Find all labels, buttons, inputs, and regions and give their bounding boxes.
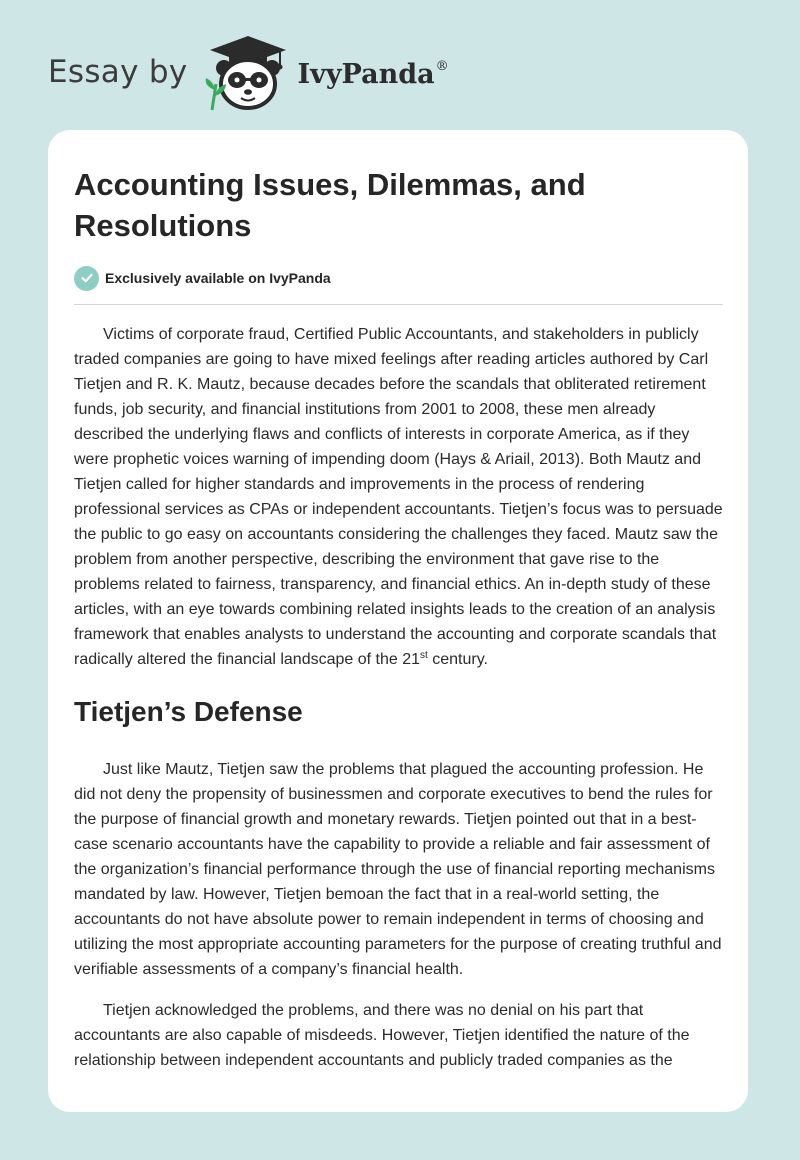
check-icon xyxy=(74,266,99,291)
panda-mascot-icon xyxy=(202,32,294,112)
essay-title: Accounting Issues, Dilemmas, and Resolutions xyxy=(74,167,586,243)
paragraph-defense-2: Tietjen acknowledged the problems, and there was no denial on his part that accountants are also capable of misdeeds. However, Tietjen identified the nature of the relationship between independent accountants and publicly traded companies as the xyxy=(74,1002,690,1069)
brand-text: IvyPanda xyxy=(297,58,435,90)
registered-mark: ® xyxy=(435,58,449,74)
ordinal-suffix: st xyxy=(420,650,428,661)
essay-card xyxy=(48,130,748,1112)
paragraph-intro-text: Victims of corporate fraud, Certified Public Accountants, and stakeholders in publicly traded companies are going to have mixed feelings after reading articles authored by Carl Tietjen and R. K. Mautz, because decades before the scandals that obliterated retirement funds, job security, and financial institutions from 2001 to 2008, these men already described the underlying flaws and conflicts of interests in corporate America, as if they were prophetic voices warning of impending doom (Hays & Ariail, 2013). Both Mautz and Tietjen called for higher standards and improvements in the process of rendering professional services as CPAs or independent accountants. Tietjen’s focus was to persuade the public to go easy on accountants considering the challenges they faced. Mautz saw the problem from another perspective, describing the environment that gave rise to the problems related to fairness, transparency, and financial ethics. An in-depth study of these articles, with an eye towards combining related insights leads to the creation of an analysis framework that enables analysts to understand the accounting and corporate scandals that radically altered the financial landscape of the 21 xyxy=(74,326,723,668)
brand-name xyxy=(298,59,449,90)
paragraph-intro-end: century. xyxy=(427,651,488,668)
section-heading: Tietjen’s Defense xyxy=(74,696,303,727)
paragraph-defense-1: Just like Mautz, Tietjen saw the problems that plagued the accounting profession. He did not deny the propensity of businessmen and corporate executives to bend the rules for the purpose of financial growth and monetary rewards. Tietjen pointed out that in a best-case scenario accountants have the capability to provide a reliable and fair assessment of the organization’s financial performance through the use of financial reporting mechanisms mandated by law. However, Tietjen bemoan the fact that in a real-world setting, the accountants do not have absolute power to remain independent in terms of choosing and utilizing the most appropriate accounting parameters for the purpose of creating truthful and verifiable assessments of a company’s financial health. xyxy=(74,761,722,978)
site-logo[interactable] xyxy=(48,32,449,112)
paragraph-intro xyxy=(74,322,723,672)
essay-by-label: Essay by xyxy=(48,54,188,90)
exclusive-label: Exclusively available on IvyPanda xyxy=(105,270,331,286)
essay-content xyxy=(74,164,723,1073)
divider xyxy=(74,304,723,305)
exclusive-badge xyxy=(74,265,723,291)
